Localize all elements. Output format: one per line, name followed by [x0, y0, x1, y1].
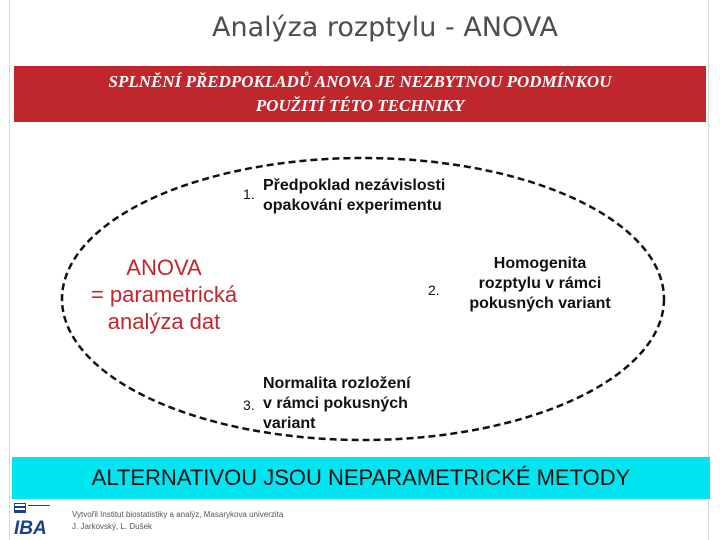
anova-line-1: ANOVA: [126, 255, 202, 280]
assumption-2-line-3: pokusných variant: [469, 295, 611, 312]
iba-logo-text: IBA: [14, 518, 47, 539]
credit-line-2: J. Jarkovský, L. Dušek: [72, 522, 153, 531]
assumption-2-line-2: rozptylu v rámci: [478, 275, 602, 292]
assumption-1-line-2: opakování experimentu: [263, 197, 442, 214]
assumption-2-text: [450, 254, 630, 314]
banner-line-2: POUŽITÍ TÉTO TECHNIKY: [255, 96, 465, 115]
assumption-3-line-1: Normalita rozložení: [263, 375, 411, 392]
banner-line-1: SPLNĚNÍ PŘEDPOKLADŮ ANOVA JE NEZBYTNOU PODMÍNKOU: [108, 72, 612, 91]
anova-line-3: analýza dat: [107, 309, 221, 334]
slide-title: Analýza rozptylu - ANOVA: [212, 12, 558, 43]
footer-credits: [72, 509, 283, 533]
assumption-3-text: [263, 374, 411, 434]
assumption-2-number: 2.: [428, 282, 440, 298]
assumption-2-line-1: Homogenita: [493, 255, 587, 272]
assumption-3-line-3: variant: [263, 415, 316, 432]
assumption-3-number: 3.: [243, 397, 255, 413]
assumption-1-line-1: Předpoklad nezávislosti: [263, 177, 446, 194]
assumption-3-line-2: v rámci pokusných: [263, 395, 408, 412]
assumption-1-number: 1.: [243, 186, 255, 202]
assumption-1-text: [263, 176, 445, 216]
alternative-methods-bar: ALTERNATIVOU JSOU NEPARAMETRICKÉ METODY: [12, 457, 710, 499]
anova-label: [58, 254, 270, 335]
anova-line-2: = parametrická: [90, 282, 238, 307]
credit-line-1: Vytvořil Institut biostatistiky a analýz, Masarykova univerzita: [72, 510, 284, 519]
